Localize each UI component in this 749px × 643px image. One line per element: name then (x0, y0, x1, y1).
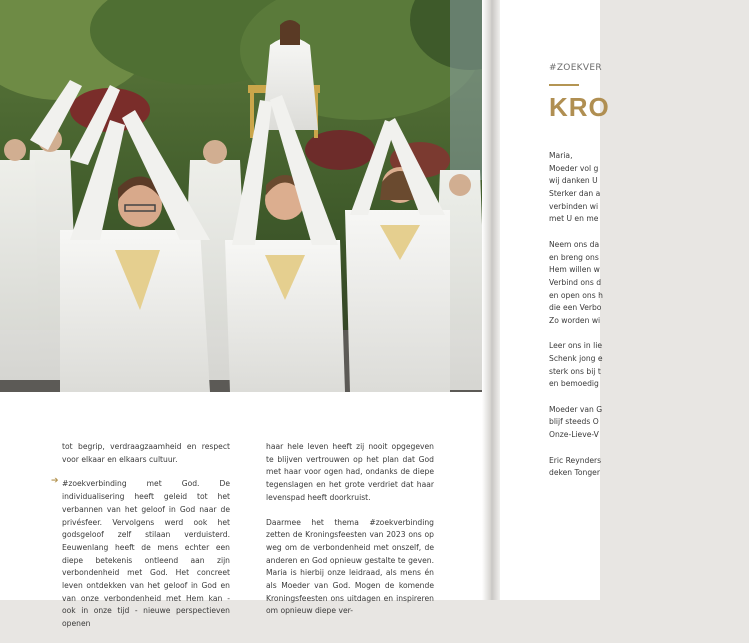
text-line: die een Verbo (549, 303, 602, 313)
text-line: Moeder van G (549, 404, 603, 414)
book-gutter (482, 0, 500, 600)
text-line: Neem ons da (549, 239, 600, 249)
text-line: Onze-Lieve-V (549, 430, 599, 440)
text-line: verbinden wi (549, 201, 599, 211)
paragraph: tot begrip, verdraagzaamheid en respect voor elkaar en elkaars cultuur. (62, 442, 230, 464)
body-column-2 (266, 441, 434, 630)
right-page (500, 0, 610, 600)
section-hashtag: #ZOEKVER (549, 63, 602, 73)
text-line: Eric Reynders (549, 455, 602, 465)
stanza-gap (549, 226, 749, 239)
text-line: Maria, (549, 151, 573, 160)
stanza-gap (549, 328, 749, 341)
text-line: Moeder vol g (549, 163, 599, 173)
arrow-right-icon: ➔ (51, 476, 59, 486)
gold-divider (549, 84, 579, 86)
prayer-text (549, 150, 749, 480)
text-line: Hem willen w (549, 265, 600, 275)
text-line: sterk ons bij t (549, 366, 601, 376)
text-line: Zo worden wi (549, 315, 601, 325)
paragraph: #zoekverbinding met God. De individualisering heeft geleid tot het verbannen van het geloof in God naar de privésfeer. Vervolgens werd ook het godsgeloof zelf stilaan verduisterd. Eeuwenlang heeft de mens echter een diepe betekenis ontleend aan zijn verbondenheid met God. Het concreet leven ontdekken van het geloof in God en van onze verbondenheid met Hem kan - ook in onze tijd - nieuwe perspectieven openen (62, 479, 230, 629)
text-line: Verbind ons d (549, 277, 602, 287)
text-line: blijf steeds O (549, 417, 599, 427)
procession-photo (0, 0, 488, 392)
text-line: en breng ons (549, 252, 599, 262)
text-line: Sterker dan a (549, 189, 601, 199)
text-line: Schenk jong e (549, 354, 603, 363)
text-line: deken Tonger (549, 468, 600, 478)
text-line: en open ons h (549, 290, 603, 300)
text-line: wij danken U (549, 176, 598, 186)
paragraph: Daarmee het thema #zoekverbinding zetten de Kroningsfeesten van 2023 ons op weg om de verbondenheid met onszelf, de anderen en God opnieuw gestalte te geven. Maria is hierbij onze leidraad, als mens én als Moeder van God. Mogen de komende Kroningsfeesten ons uitdagen en inspireren om opnieuw diepe ver- (266, 517, 434, 616)
stanza-gap (549, 442, 749, 455)
text-line: en bemoedig (549, 379, 599, 389)
text-line: met U en me (549, 214, 599, 224)
body-column-1 (62, 441, 230, 643)
page-title: KRO (549, 92, 610, 122)
paragraph: haar hele leven heeft zij nooit opgegeven te blijven vertrouwen op het plan dat God met haar voor ogen had, ondanks de diepe tegenslagen en het grote verdriet dat haar levenspad heeft doorkruist. (266, 442, 434, 502)
text-line: Leer ons in lie (549, 341, 603, 351)
stanza-gap (549, 391, 749, 404)
